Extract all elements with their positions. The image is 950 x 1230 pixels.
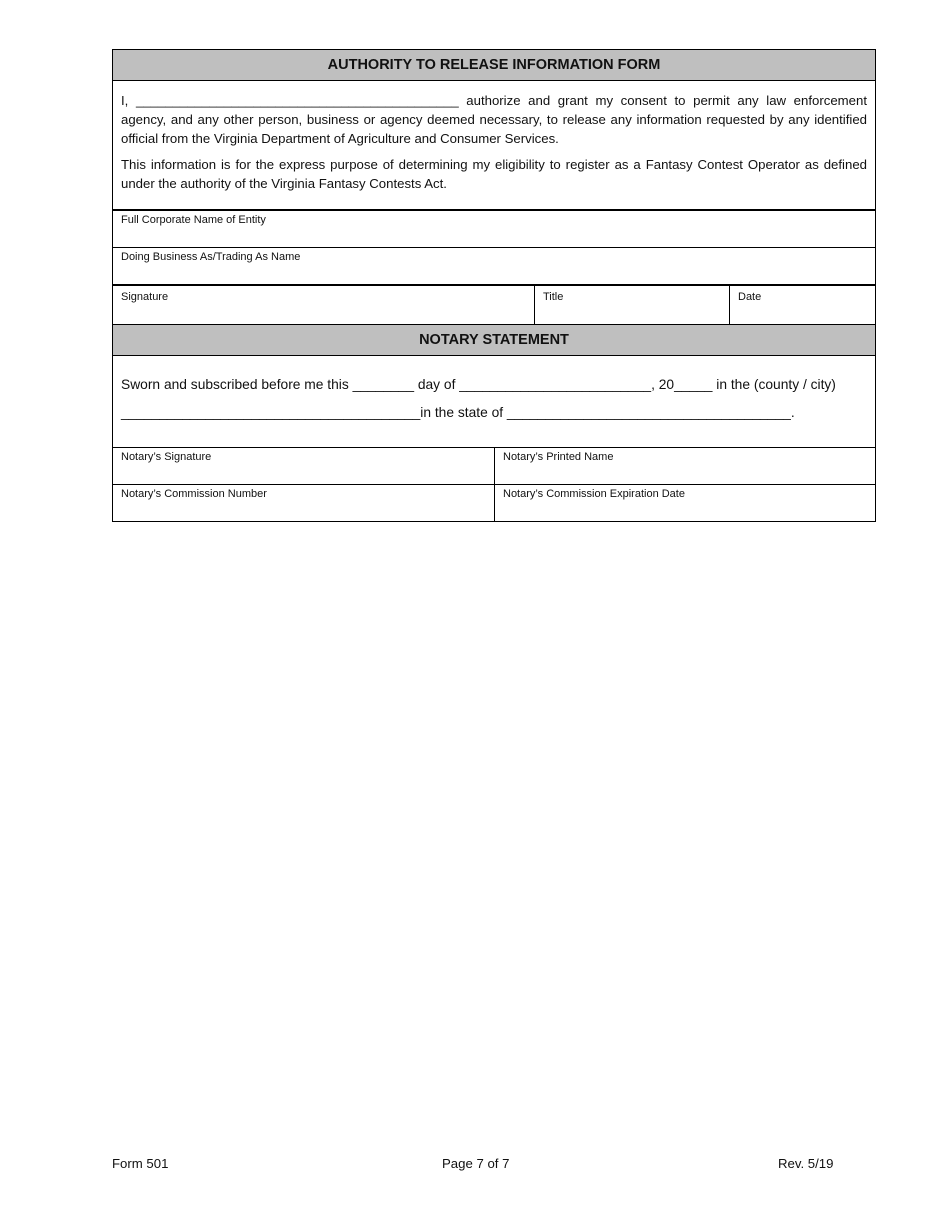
notary-title: NOTARY STATEMENT — [113, 324, 875, 356]
notary-statement — [113, 356, 875, 447]
notary-expiration-date-field[interactable]: Notary’s Commission Expiration Date — [494, 485, 875, 521]
dba-name-field[interactable]: Doing Business As/Trading As Name — [121, 251, 301, 263]
notary-signature-field[interactable]: Notary’s Signature — [121, 451, 212, 463]
date-field[interactable]: Date — [729, 286, 875, 324]
footer-revision: Rev. 5/19 — [778, 1156, 834, 1171]
notary-commission-number-field[interactable]: Notary’s Commission Number — [121, 488, 267, 500]
notary-row-1 — [113, 447, 875, 484]
signature-row — [113, 284, 875, 324]
notary-row-2 — [113, 484, 875, 521]
dba-name-row — [113, 247, 875, 284]
title-field[interactable]: Title — [534, 286, 729, 324]
footer-page-number: Page 7 of 7 — [442, 1156, 510, 1171]
notary-printed-name-field[interactable]: Notary’s Printed Name — [494, 448, 875, 484]
corporate-name-row — [113, 209, 875, 247]
form-title: AUTHORITY TO RELEASE INFORMATION FORM — [113, 50, 875, 81]
notary-line-1: Sworn and subscribed before me this ________ day of _________________________, 20_____ in the (county / city) — [121, 377, 836, 392]
signature-field[interactable]: Signature — [121, 291, 169, 303]
corporate-name-field[interactable]: Full Corporate Name of Entity — [121, 214, 266, 226]
notary-line-2: _______________________________________in the state of _____________________________________. — [121, 405, 795, 420]
purpose-paragraph: This information is for the express purpose of determining my eligibility to register as a Fantasy Contest Operator as defined under the authority of the Virginia Fantasy Contests Act. — [121, 157, 867, 191]
consent-paragraph: I, ____________________________________________ authorize and grant my consent to permit any law enforcement agency, and any other person, business or agency deemed necessary, to release any information requested by any identified official from the Virginia Department of Agriculture and Consumer Services. — [121, 93, 867, 146]
footer-form-id: Form 501 — [112, 1156, 169, 1171]
consent-text — [113, 81, 875, 209]
release-form — [112, 49, 876, 522]
